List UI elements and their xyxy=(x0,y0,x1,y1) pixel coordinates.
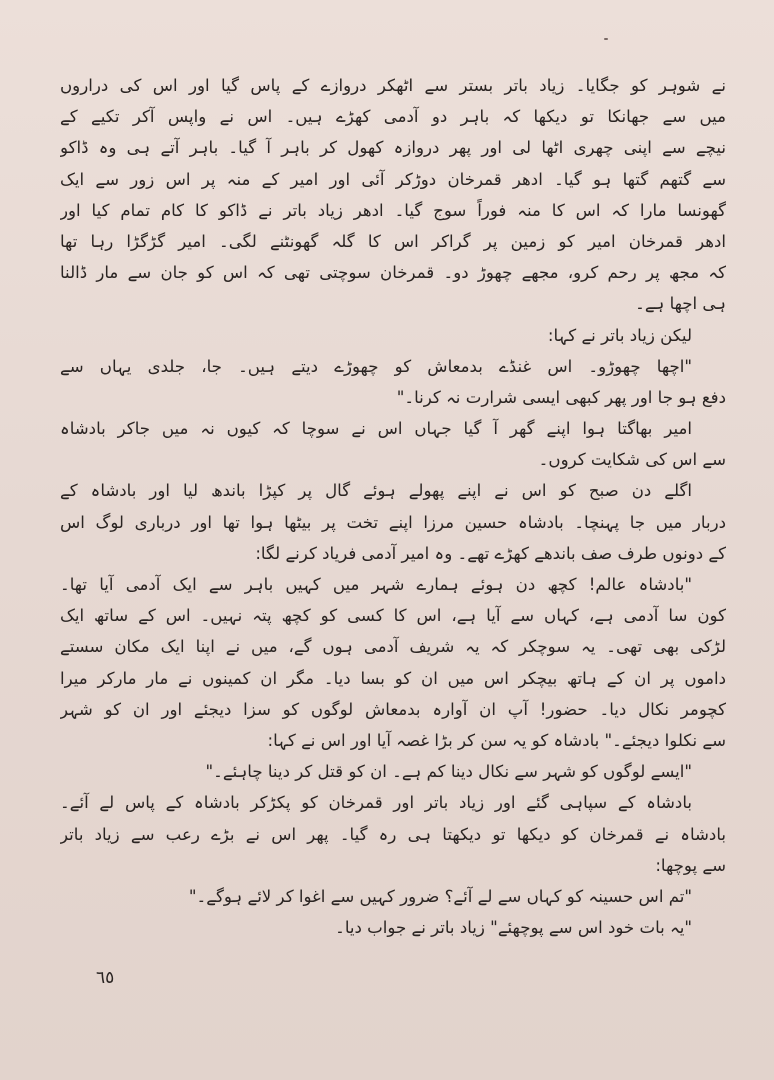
text-line: "یہ بات خود اس سے پوچھئے" زیاد باتر نے جواب دیا۔ xyxy=(335,918,692,938)
text-line: نیچے سے اپنی چھری اٹھا لی اور پھر دروازہ کھول کر باہر آ گیا۔ باہر آتے ہی وہ ڈاکو xyxy=(60,138,726,158)
text-line: داموں پر ان کے ہاتھ بیچکر اس میں ان کو بسا دیا۔ مگر ان کمینوں نے مار مارکر میرا xyxy=(60,668,726,688)
page-number: ٦٥ xyxy=(96,968,115,988)
text-line: ادھر قمرخان امیر کو زمین پر گراکر اس کا گلہ گھونٹنے لگی۔ امیر گڑگڑا رہا تھا xyxy=(60,231,726,251)
text-line: کہ مجھ پر رحم کرو، مجھے چھوڑ دو۔ قمرخان سوچتی تھی کہ اس کو جان سے مار ڈالنا xyxy=(60,263,726,283)
text-line: دربار میں جا پہنچا۔ بادشاہ حسین مرزا اپنے تخت پر بیٹھا ہوا تھا اور درباری لوگ اس xyxy=(60,512,726,532)
text-line: بادشاہ کے سپاہی گئے اور زیاد باتر اور قمرخان کو پکڑکر بادشاہ کے پاس لے آئے۔ xyxy=(60,793,692,813)
text-line: سے اس کی شکایت کروں۔ xyxy=(538,450,726,470)
text-line: نے شوہر کو جگایا۔ زیاد باتر بستر سے اٹھکر دروازے کے پاس گیا اور اس کی دراروں xyxy=(60,76,726,95)
text-line: سے گتھم گتھا ہو گیا۔ ادھر قمرخان دوڑکر آئی اور امیر کے منہ پر اس زور سے ایک xyxy=(60,169,726,189)
text-line: لیکن زیاد باتر نے کہا: xyxy=(547,325,692,345)
text-line: امیر بھاگتا ہوا اپنے گھر آ گیا جہاں اس نے سوچا کہ کیوں نہ میں جاکر بادشاہ xyxy=(60,419,692,439)
text-line: کے دونوں طرف صف باندھے کھڑے تھے۔ وہ امیر آدمی فریاد کرنے لگا: xyxy=(255,543,726,563)
text-line: "بادشاہ عالم! کچھ دن ہوئے ہمارے شہر میں کہیں باہر سے ایک آدمی آیا تھا۔ xyxy=(60,575,692,594)
text-line: کچومر نکال دیا۔ حضور! آپ ان آوارہ بدمعاش لوگوں کو سزا دیجئے اور ان کو شہر xyxy=(60,699,726,719)
page-text xyxy=(60,70,726,943)
text-line: سے نکلوا دیجئے۔" بادشاہ کو یہ سن کر بڑا غصہ آیا اور اس نے کہا: xyxy=(267,730,726,750)
text-line: بادشاہ نے قمرخان کو دیکھا تو دیکھتا ہی رہ گیا۔ پھر اس نے بڑے رعب سے زیاد باتر xyxy=(60,824,726,844)
text-line: اگلے دن صبح کو اس نے اپنے پھولے ہوئے گال پر کپڑا باندھ لیا اور بادشاہ کے xyxy=(60,481,692,501)
text-line: دفع ہو جا اور پھر کبھی ایسی شرارت نہ کرنا۔" xyxy=(396,387,726,407)
text-line: میں سے جھانکا تو دیکھا کہ باہر دو آدمی کھڑے ہیں۔ اس نے واپس آکر تکیے کے xyxy=(60,107,726,127)
text-line: سے پوچھا: xyxy=(655,855,726,875)
text-line: لڑکی بھی تھی۔ یہ سوچکر کہ یہ شریف آدمی ہوں گے، میں نے اپنا ایک مکان سستے xyxy=(60,637,726,657)
text-line: کون سا آدمی ہے، کہاں سے آیا ہے، اس کا کسی کو کچھ پتہ نہیں۔ اس کے ساتھ ایک xyxy=(60,606,726,626)
ink-smudge xyxy=(604,38,608,40)
text-line: "اچھا چھوڑو۔ اس غنڈے بدمعاش کو چھوڑے دیتے ہیں۔ جا، جلدی یہاں سے xyxy=(60,356,692,376)
text-line: "تم اس حسینہ کو کہاں سے لے آئے؟ ضرور کہیں سے اغوا کر لائے ہوگے۔" xyxy=(188,886,692,906)
text-line: ہی اچھا ہے۔ xyxy=(635,294,726,314)
text-line: "ایسے لوگوں کو شہر سے نکال دینا کم ہے۔ ان کو قتل کر دینا چاہئے۔" xyxy=(205,762,692,782)
text-line: گھونسا مارا کہ اس کا منہ فوراً سوج گیا۔ ادھر زیاد باتر نے ڈاکو کا کام تمام کیا اور xyxy=(60,200,726,220)
